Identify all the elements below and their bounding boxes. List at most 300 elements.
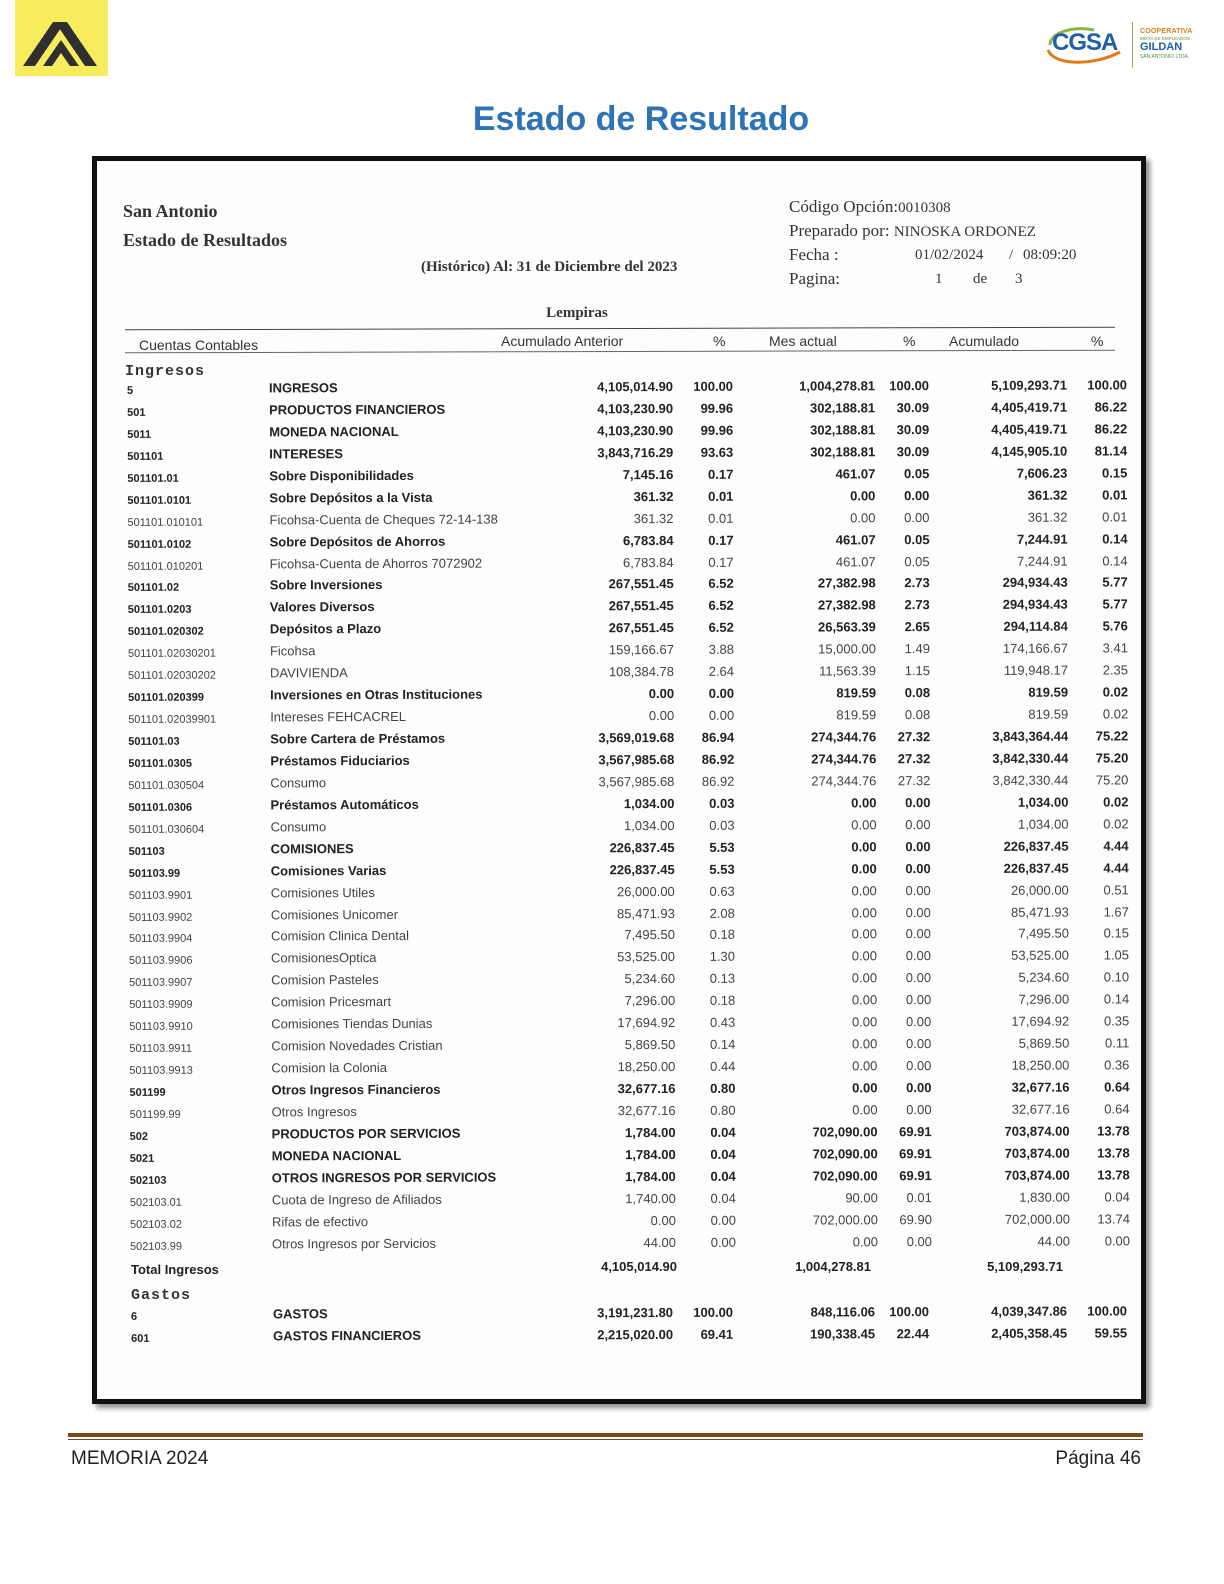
- accum-percent: 5.77: [1102, 574, 1128, 590]
- account-name: INTERESES: [269, 445, 343, 462]
- prev-percent: 0.17: [707, 466, 734, 482]
- account-code: 501101.0203: [127, 604, 192, 617]
- account-name: Intereses FEHCACREL: [270, 708, 407, 725]
- prev-percent: 0.03: [709, 817, 735, 833]
- account-name: Sobre Depósitos a la Vista: [269, 489, 433, 506]
- total-current: 1,004,278.81: [795, 1259, 871, 1274]
- prev-amount: 6,783.84: [622, 532, 674, 548]
- report-date: [789, 245, 1077, 265]
- accum-percent: 0.04: [1104, 1189, 1130, 1205]
- current-amount: 848,116.06: [810, 1304, 876, 1320]
- account-name: Comisiones Utiles: [270, 884, 375, 900]
- account-name: Depósitos a Plazo: [269, 621, 382, 637]
- current-percent: 0.00: [904, 509, 930, 525]
- accum-percent: 2.35: [1102, 662, 1129, 678]
- mountain-logo-icon: [15, 0, 108, 76]
- account-code: 501199: [129, 1086, 166, 1099]
- current-percent: 0.00: [905, 860, 931, 876]
- prev-percent: 0.04: [710, 1190, 736, 1206]
- accum-amount: 1,830.00: [1019, 1189, 1070, 1205]
- prev-percent: 100.00: [693, 1304, 734, 1320]
- accum-percent: 100.00: [1087, 1303, 1128, 1319]
- account-name: Valores Diversos: [269, 599, 375, 615]
- prev-amount: 17,694.92: [617, 1015, 676, 1031]
- account-name: Préstamos Fiduciarios: [270, 752, 410, 769]
- account-name: Sobre Disponibilidades: [269, 467, 414, 484]
- expense-table: [97, 1303, 1141, 1351]
- current-percent: 0.00: [904, 487, 930, 503]
- account-code: 501103: [128, 845, 165, 858]
- current-percent: 0.00: [905, 970, 932, 986]
- accum-amount: 26,000.00: [1010, 882, 1069, 898]
- prev-percent: 2.64: [708, 663, 735, 680]
- current-amount: 0.00: [852, 1058, 878, 1074]
- account-code: 501101.030504: [128, 779, 205, 792]
- date-value: 01/02/2024: [915, 247, 984, 263]
- accum-amount: 361.32: [1027, 487, 1068, 503]
- page-label: Pagina:: [789, 269, 840, 288]
- prev-amount: 7,145.16: [622, 466, 674, 482]
- prev-percent: 0.13: [709, 971, 736, 987]
- prev-amount: 267,551.45: [608, 598, 674, 614]
- account-code: 502103.02: [129, 1218, 182, 1231]
- accum-amount: 4,405,419.71: [991, 399, 1068, 415]
- prev-amount: 159,166.67: [608, 642, 674, 658]
- current-percent: 0.00: [905, 816, 931, 832]
- prev-percent: 99.96: [700, 400, 734, 416]
- accum-amount: 3,842,330.44: [992, 772, 1069, 788]
- prev-percent: 6.52: [708, 620, 734, 636]
- cgsa-acronym: CGSA: [1052, 29, 1118, 56]
- accum-percent: 0.51: [1103, 881, 1129, 898]
- prev-amount: 3,843,716.29: [597, 444, 674, 461]
- accum-amount: 702,000.00: [1004, 1211, 1070, 1227]
- total-prev: 4,105,014.90: [601, 1259, 677, 1274]
- account-name: Rifas de efectivo: [271, 1213, 369, 1230]
- account-code: 5011: [127, 428, 152, 441]
- account-code: 501103.9911: [129, 1042, 192, 1056]
- page-title: Estado de Resultado: [472, 100, 810, 138]
- prev-amount: 7,296.00: [624, 993, 676, 1009]
- accum-percent: 86.22: [1094, 399, 1128, 415]
- accum-amount: 174,166.67: [1002, 640, 1068, 657]
- account-code: 501103.9910: [129, 1020, 193, 1034]
- accum-amount: 85,471.93: [1010, 904, 1069, 920]
- prev-percent: 6.52: [708, 598, 734, 614]
- current-percent: 0.05: [904, 531, 930, 547]
- current-percent: 0.00: [906, 1102, 932, 1118]
- current-percent: 27.32: [897, 772, 931, 789]
- current-amount: 702,090.00: [812, 1146, 878, 1162]
- prev-percent: 0.43: [709, 1014, 736, 1031]
- report-organization: San Antonio: [123, 201, 218, 221]
- accum-amount: 4,145,905.10: [991, 443, 1068, 459]
- account-name: Otros Ingresos Financieros: [271, 1081, 441, 1098]
- current-percent: 27.32: [897, 729, 931, 745]
- account-name: Consumo: [270, 818, 327, 835]
- accum-percent: 4.44: [1103, 860, 1129, 876]
- account-name: ComisionesOptica: [270, 950, 377, 966]
- prev-amount: 6,783.84: [623, 554, 674, 570]
- prev-amount: 1,784.00: [624, 1124, 676, 1141]
- current-percent: 1.49: [904, 641, 930, 657]
- prev-percent: 0.00: [708, 685, 735, 701]
- prepared-by: [789, 221, 1036, 241]
- current-amount: 702,000.00: [812, 1211, 878, 1228]
- account-code: 501199.99: [129, 1108, 181, 1121]
- current-percent: 2.73: [904, 597, 930, 613]
- accum-percent: 0.64: [1104, 1079, 1130, 1095]
- account-name: Cuota de Ingreso de Afiliados: [271, 1191, 442, 1208]
- current-amount: 274,344.76: [811, 729, 877, 745]
- current-amount: 302,188.81: [810, 422, 876, 438]
- time-value: 08:09:20: [1023, 247, 1077, 263]
- current-amount: 461.07: [835, 553, 876, 569]
- prev-amount: 0.00: [648, 686, 675, 702]
- accum-percent: 0.14: [1102, 552, 1128, 568]
- total-accum: 5,109,293.71: [987, 1259, 1063, 1274]
- accum-percent: 0.01: [1102, 509, 1128, 525]
- date-label: Fecha :: [789, 245, 839, 264]
- account-name: Ficohsa-Cuenta de Ahorros 7072902: [269, 555, 483, 571]
- current-amount: 15,000.00: [818, 641, 876, 657]
- account-code: 501101.0305: [128, 757, 192, 770]
- account-code: 5021: [129, 1152, 155, 1165]
- accum-percent: 13.78: [1097, 1123, 1130, 1139]
- total-label: Total Ingresos: [131, 1262, 219, 1277]
- account-code: 501101.02039901: [128, 713, 217, 726]
- current-percent: 30.09: [896, 421, 930, 438]
- current-percent: 0.00: [905, 926, 931, 942]
- account-name: Sobre Cartera de Préstamos: [270, 730, 446, 747]
- account-code: 502103.01: [129, 1196, 182, 1209]
- scanned-report: [92, 156, 1146, 1404]
- current-percent: 30.09: [896, 400, 930, 416]
- col-prev: Acumulado Anterior: [501, 333, 624, 349]
- prev-percent: 6.52: [708, 576, 734, 592]
- account-code: 501101.0101: [127, 494, 192, 507]
- account-name: Comision Pasteles: [271, 972, 379, 988]
- account-code: 501101.02030202: [128, 669, 216, 683]
- account-code: 501101.020302: [127, 625, 204, 639]
- current-percent: 69.91: [899, 1145, 932, 1162]
- prev-percent: 2.08: [709, 905, 735, 921]
- col-pct-current: %: [903, 333, 916, 349]
- account-code: 501103.99: [128, 867, 181, 880]
- accum-percent: 100.00: [1087, 377, 1128, 393]
- prev-amount: 18,250.00: [617, 1059, 676, 1075]
- accum-percent: 0.11: [1104, 1035, 1130, 1051]
- prev-amount: 32,677.16: [617, 1102, 676, 1119]
- prev-percent: 0.80: [710, 1080, 736, 1096]
- account-code: 501101.010201: [127, 560, 204, 573]
- current-amount: 0.00: [851, 1014, 878, 1030]
- current-percent: 0.00: [906, 1080, 932, 1096]
- brand-line-4: SAN ANTONIO LTDA.: [1140, 54, 1190, 60]
- current-percent: 0.00: [905, 992, 932, 1008]
- current-percent: 0.00: [905, 1036, 932, 1052]
- prev-amount: 53,525.00: [617, 949, 676, 965]
- account-name: COMISIONES: [270, 840, 354, 857]
- current-amount: 0.00: [851, 860, 877, 876]
- account-name: Comision Novedades Cristian: [271, 1037, 443, 1054]
- account-name: Ficohsa: [269, 643, 316, 659]
- accum-amount: 32,677.16: [1011, 1101, 1070, 1117]
- accum-amount: 2,405,358.45: [991, 1325, 1068, 1341]
- account-code: 501: [127, 406, 146, 419]
- prev-amount: 3,567,985.68: [598, 773, 675, 790]
- prev-amount: 5,234.60: [624, 971, 676, 987]
- accum-percent: 0.00: [1104, 1232, 1131, 1249]
- current-amount: 461.07: [835, 531, 876, 547]
- prev-percent: 0.00: [710, 1212, 736, 1228]
- accum-amount: 703,874.00: [1004, 1123, 1070, 1139]
- current-percent: 2.73: [904, 575, 930, 591]
- account-name: MONEDA NACIONAL: [269, 423, 399, 440]
- account-code: 501101.02030201: [127, 647, 216, 661]
- current-percent: 0.08: [904, 685, 931, 701]
- current-amount: 819.59: [836, 707, 877, 723]
- accum-percent: 0.01: [1102, 487, 1128, 503]
- prev-amount: 1,034.00: [623, 795, 675, 811]
- accum-amount: 226,837.45: [1003, 860, 1069, 876]
- current-amount: 11,563.39: [819, 663, 877, 679]
- footer-rule-thin: [68, 1439, 1143, 1440]
- prev-percent: 0.14: [709, 1036, 736, 1052]
- account-code: 502103: [129, 1174, 167, 1187]
- prev-amount: 0.00: [648, 708, 675, 724]
- accum-percent: 59.55: [1094, 1325, 1128, 1341]
- accum-percent: 1.05: [1103, 947, 1130, 963]
- account-name: Sobre Inversiones: [269, 577, 383, 593]
- current-amount: 0.00: [851, 970, 878, 986]
- current-amount: 0.00: [850, 487, 876, 504]
- account-name: Ficohsa-Cuenta de Cheques 72-14-138: [269, 511, 498, 528]
- brand-line-3: GILDAN: [1140, 41, 1183, 53]
- account-name: Comision la Colonia: [271, 1060, 388, 1076]
- prev-amount: 4,103,230.90: [597, 422, 674, 439]
- account-code: 501101.030604: [128, 823, 205, 836]
- accum-percent: 0.15: [1101, 465, 1128, 481]
- section-expenses: Gastos: [131, 1287, 192, 1304]
- col-pct-accum: %: [1091, 333, 1104, 349]
- accum-percent: 13.78: [1097, 1167, 1130, 1183]
- current-percent: 0.05: [903, 465, 930, 481]
- current-amount: 0.00: [851, 817, 877, 833]
- accum-amount: 7,296.00: [1018, 991, 1070, 1008]
- current-amount: 90.00: [845, 1189, 878, 1206]
- account-code: 501101.01: [127, 472, 179, 485]
- prev-percent: 93.63: [700, 444, 734, 460]
- prev-amount: 4,103,230.90: [597, 400, 674, 417]
- accum-amount: 32,677.16: [1011, 1079, 1070, 1095]
- current-percent: 69.90: [899, 1211, 932, 1227]
- account-name: OTROS INGRESOS POR SERVICIOS: [271, 1169, 497, 1186]
- current-amount: 0.00: [852, 1080, 878, 1096]
- accum-amount: 819.59: [1028, 706, 1069, 722]
- current-amount: 0.00: [851, 882, 877, 898]
- currency-label: Lempiras: [546, 305, 608, 321]
- accum-amount: 7,495.50: [1018, 926, 1069, 942]
- col-current: Mes actual: [769, 333, 837, 349]
- footer-page-number: Página 46: [1055, 1448, 1141, 1469]
- accum-amount: 7,606.23: [1016, 465, 1068, 481]
- account-code: 5: [127, 384, 134, 397]
- col-accum: Acumulado: [949, 333, 1020, 349]
- accum-amount: 5,109,293.71: [991, 377, 1068, 393]
- option-value: 0010308: [898, 200, 951, 216]
- current-percent: 69.91: [899, 1123, 932, 1140]
- option-label: Código Opción:: [789, 197, 899, 216]
- accum-amount: 119,948.17: [1003, 662, 1069, 679]
- account-name: Sobre Depósitos de Ahorros: [269, 533, 446, 549]
- prev-amount: 26,000.00: [616, 883, 675, 899]
- prev-percent: 0.00: [710, 1234, 737, 1250]
- accum-percent: 5.77: [1102, 596, 1128, 612]
- current-percent: 0.08: [904, 707, 931, 723]
- prev-amount: 1,784.00: [625, 1168, 676, 1184]
- accum-amount: 361.32: [1027, 509, 1068, 525]
- accum-percent: 0.02: [1103, 794, 1129, 810]
- prev-percent: 5.53: [709, 861, 735, 877]
- current-amount: 0.00: [850, 509, 876, 525]
- account-code: 501103.9913: [129, 1064, 193, 1077]
- account-name: GASTOS FINANCIEROS: [273, 1327, 421, 1344]
- account-code: 501103.9909: [129, 998, 193, 1012]
- account-name: Préstamos Automáticos: [270, 796, 419, 813]
- account-code: 501103.9904: [128, 933, 193, 946]
- table-row: [100, 1233, 1144, 1259]
- income-table: [97, 377, 1144, 1258]
- report-name: Estado de Resultados: [123, 230, 288, 250]
- account-code: 501101.020399: [128, 691, 205, 705]
- current-amount: 702,090.00: [812, 1168, 878, 1184]
- accum-percent: 0.15: [1103, 925, 1129, 941]
- brand-line-1: COOPERATIVA: [1140, 28, 1193, 35]
- accum-percent: 0.10: [1103, 969, 1130, 985]
- prev-amount: 3,191,231.80: [597, 1304, 674, 1321]
- prev-percent: 0.03: [709, 795, 735, 811]
- account-name: Comisiones Tiendas Dunias: [271, 1016, 433, 1032]
- current-percent: 22.44: [896, 1326, 930, 1342]
- prev-percent: 0.00: [708, 707, 735, 723]
- account-code: 501101: [127, 450, 164, 463]
- accum-percent: 0.36: [1104, 1057, 1130, 1073]
- current-amount: 27,382.98: [817, 597, 876, 613]
- account-name: Comisiones Unicomer: [270, 906, 399, 922]
- accum-amount: 294,934.43: [1002, 575, 1068, 591]
- prev-percent: 86.94: [701, 729, 735, 745]
- accum-percent: 5.76: [1102, 618, 1128, 634]
- current-amount: 0.00: [851, 926, 877, 942]
- accum-percent: 13.74: [1097, 1211, 1130, 1227]
- prev-amount: 7,495.50: [624, 927, 675, 943]
- accum-amount: 703,874.00: [1004, 1167, 1070, 1183]
- current-percent: 1.15: [904, 663, 931, 679]
- accum-amount: 1,034.00: [1017, 794, 1069, 810]
- account-name: Comision Pricesmart: [271, 994, 392, 1010]
- account-code: 501101.0306: [128, 801, 193, 814]
- accum-amount: 5,869.50: [1018, 1035, 1070, 1051]
- prev-amount: 1,740.00: [625, 1190, 676, 1206]
- current-amount: 274,344.76: [811, 751, 877, 767]
- col-pct-prev: %: [713, 333, 726, 349]
- prev-amount: 44.00: [643, 1234, 677, 1250]
- page-of: de: [973, 271, 988, 287]
- account-name: GASTOS: [272, 1306, 328, 1322]
- prev-amount: 361.32: [633, 510, 674, 526]
- current-amount: 0.00: [851, 838, 877, 855]
- header-rule-top: [125, 327, 1115, 331]
- current-percent: 30.09: [896, 443, 930, 460]
- total-income-row: [97, 1259, 1141, 1281]
- brand-line-2: MIXTA DE EMPLEADOS: [1140, 36, 1190, 41]
- header-rule-bottom: [125, 350, 1115, 354]
- prev-amount: 85,471.93: [616, 905, 675, 921]
- prev-amount: 108,384.78: [608, 664, 675, 680]
- account-code: 501101.03: [128, 735, 180, 748]
- current-percent: 100.00: [889, 1304, 930, 1320]
- prev-percent: 0.18: [709, 927, 735, 943]
- current-amount: 461.07: [835, 466, 876, 482]
- account-name: MONEDA NACIONAL: [271, 1147, 402, 1164]
- account-name: PRODUCTOS FINANCIEROS: [269, 401, 446, 418]
- current-amount: 702,090.00: [812, 1124, 878, 1140]
- account-name: Otros Ingresos: [271, 1104, 357, 1120]
- accum-amount: 4,039,347.86: [991, 1303, 1068, 1319]
- account-name: Otros Ingresos por Servicios: [271, 1235, 437, 1251]
- cooperative-logo: [15, 0, 108, 76]
- prev-percent: 0.04: [710, 1146, 736, 1162]
- account-name: DAVIVIENDA: [269, 665, 348, 681]
- prev-percent: 0.18: [709, 993, 736, 1009]
- prev-amount: 0.00: [650, 1212, 676, 1228]
- current-amount: 0.00: [851, 904, 877, 920]
- account-code: 501101.010101: [127, 516, 204, 529]
- prev-percent: 0.01: [708, 488, 734, 504]
- account-name: Comision Clinica Dental: [270, 928, 409, 944]
- prev-percent: 0.17: [708, 532, 734, 548]
- accum-amount: 17,694.92: [1011, 1013, 1070, 1029]
- account-code: 601: [131, 1332, 150, 1345]
- accum-amount: 226,837.45: [1003, 838, 1069, 854]
- account-name: INGRESOS: [268, 380, 338, 396]
- current-percent: 0.00: [906, 1233, 933, 1249]
- account-name: Consumo: [270, 775, 327, 791]
- prev-amount: 267,551.45: [608, 576, 674, 592]
- prev-amount: 226,837.45: [609, 839, 675, 855]
- account-code: 501101.0102: [127, 538, 192, 551]
- current-amount: 274,344.76: [811, 773, 877, 789]
- accum-percent: 3.41: [1102, 640, 1128, 656]
- accum-amount: 4,405,419.71: [991, 421, 1068, 437]
- current-amount: 0.00: [851, 948, 878, 964]
- account-name: Comisiones Varias: [270, 862, 387, 879]
- accum-amount: 294,114.84: [1003, 618, 1068, 635]
- accum-percent: 86.22: [1094, 421, 1128, 437]
- accum-percent: 13.78: [1097, 1145, 1130, 1161]
- prev-percent: 86.92: [701, 751, 735, 767]
- accum-percent: 4.44: [1103, 838, 1129, 854]
- prev-amount: 267,551.45: [608, 620, 674, 636]
- prev-percent: 5.53: [709, 839, 735, 855]
- accum-amount: 3,843,364.44: [992, 728, 1069, 744]
- prev-amount: 1,034.00: [623, 817, 675, 833]
- account-code: 501103.9901: [128, 889, 193, 902]
- accum-amount: 7,244.91: [1016, 531, 1068, 547]
- accum-percent: 75.20: [1095, 750, 1129, 766]
- prev-amount: 1,784.00: [625, 1146, 676, 1162]
